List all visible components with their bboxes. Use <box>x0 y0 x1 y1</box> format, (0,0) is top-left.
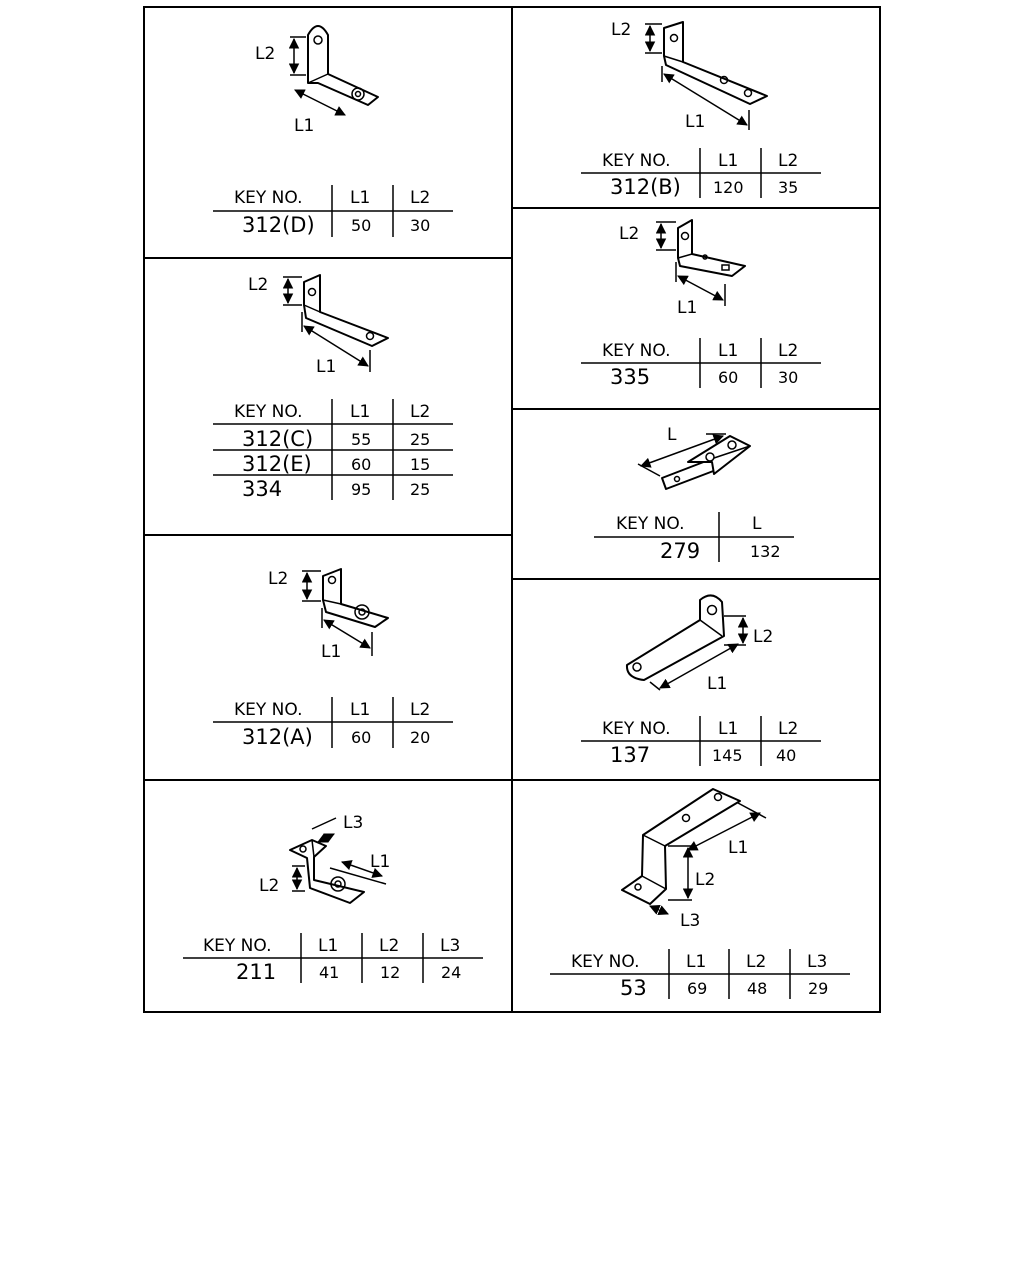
table-value: 35 <box>778 178 799 197</box>
table-header: KEY NO. <box>234 188 303 208</box>
strap-279-drawing <box>638 425 750 489</box>
dim-label: L1 <box>316 357 337 377</box>
table-header: L1 <box>718 719 739 739</box>
table-header: L1 <box>686 952 707 972</box>
table-value: 60 <box>351 455 372 474</box>
table-header: L1 <box>718 151 739 171</box>
dim-label: L1 <box>685 112 706 132</box>
bracket-211-drawing <box>259 813 390 903</box>
key-number: 53 <box>620 976 647 1000</box>
table-335 <box>581 338 821 389</box>
table-137 <box>581 716 821 767</box>
panel-137 <box>581 595 821 767</box>
table-value: 29 <box>808 979 829 998</box>
panel-312c-312e-334 <box>213 275 453 501</box>
key-number: 211 <box>236 960 277 984</box>
table-value: 30 <box>778 368 799 387</box>
dim-label: L2 <box>753 627 774 647</box>
table-value: 69 <box>687 979 708 998</box>
dim-label: L2 <box>255 44 276 64</box>
table-312c <box>213 399 453 501</box>
table-value: 15 <box>410 455 431 474</box>
table-value: 25 <box>410 480 431 499</box>
panel-279 <box>594 425 794 563</box>
table-header: L1 <box>350 188 371 208</box>
table-header: L2 <box>379 936 400 956</box>
dim-label: L <box>667 425 677 445</box>
table-value: 120 <box>713 178 744 197</box>
table-value: 30 <box>410 216 431 235</box>
table-header: L2 <box>778 719 799 739</box>
table-value: 50 <box>351 216 372 235</box>
table-value: 48 <box>747 979 768 998</box>
table-header: KEY NO. <box>234 402 303 422</box>
table-value: 95 <box>351 480 372 499</box>
table-header: L3 <box>807 952 828 972</box>
key-number: 312(D) <box>242 213 315 237</box>
bracket-312a-drawing <box>268 569 388 662</box>
table-header: L1 <box>350 402 371 422</box>
table-value: 60 <box>718 368 739 387</box>
table-279 <box>594 512 794 563</box>
dim-label: L2 <box>695 870 716 890</box>
table-312d <box>213 185 453 237</box>
grid-frame <box>144 7 880 1012</box>
table-header: KEY NO. <box>602 151 671 171</box>
bracket-312c-drawing <box>248 275 388 377</box>
table-value: 24 <box>441 963 462 982</box>
table-value: 60 <box>351 728 372 747</box>
dim-label: L3 <box>343 813 364 833</box>
dim-label: L2 <box>619 224 640 244</box>
dim-label: L2 <box>248 275 269 295</box>
dim-label: L1 <box>294 116 315 136</box>
dim-label: L2 <box>268 569 289 589</box>
table-value: 40 <box>776 746 797 765</box>
table-53 <box>550 949 850 1000</box>
dim-label: L2 <box>259 876 280 896</box>
key-number: 137 <box>610 743 651 767</box>
table-header: L2 <box>778 151 799 171</box>
dim-label: L1 <box>321 642 342 662</box>
table-value: 12 <box>380 963 401 982</box>
panel-211 <box>183 813 483 984</box>
table-312a <box>213 697 453 749</box>
key-number: 334 <box>242 477 283 501</box>
dim-label: L1 <box>728 838 749 858</box>
dim-label: L3 <box>680 911 701 931</box>
table-value: 132 <box>750 542 781 561</box>
panel-312d <box>213 26 453 237</box>
table-header: L2 <box>410 188 431 208</box>
dim-label: L1 <box>677 298 698 318</box>
key-number: 312(E) <box>242 452 312 476</box>
table-header: L1 <box>318 936 339 956</box>
bracket-53-drawing <box>622 789 766 931</box>
panel-53 <box>550 789 850 1000</box>
dim-label: L2 <box>611 20 632 40</box>
table-header: KEY NO. <box>602 341 671 361</box>
bracket-312b-drawing <box>611 20 767 132</box>
key-number: 312(A) <box>242 725 313 749</box>
table-value: 20 <box>410 728 431 747</box>
table-header: KEY NO. <box>203 936 272 956</box>
bracket-335-drawing <box>619 220 745 318</box>
table-value: 41 <box>319 963 340 982</box>
dim-label: L1 <box>370 852 391 872</box>
table-211 <box>183 933 483 984</box>
panel-312a <box>213 569 453 749</box>
table-header: KEY NO. <box>616 514 685 534</box>
table-header: L2 <box>410 402 431 422</box>
table-header: L2 <box>410 700 431 720</box>
table-header: L <box>752 514 762 534</box>
key-number: 279 <box>660 539 701 563</box>
table-value: 145 <box>712 746 743 765</box>
table-value: 25 <box>410 430 431 449</box>
table-header: KEY NO. <box>571 952 640 972</box>
key-number: 335 <box>610 365 651 389</box>
bracket-312d-drawing <box>255 26 378 136</box>
panel-312b <box>581 20 821 199</box>
key-number: 312(B) <box>610 175 681 199</box>
table-header: L1 <box>350 700 371 720</box>
dim-label: L1 <box>707 674 728 694</box>
table-header: L2 <box>778 341 799 361</box>
table-header: L1 <box>718 341 739 361</box>
panel-335 <box>581 220 821 389</box>
table-312b <box>581 148 821 199</box>
table-header: L2 <box>746 952 767 972</box>
table-header: KEY NO. <box>602 719 671 739</box>
bracket-137-drawing <box>627 595 773 694</box>
table-header: KEY NO. <box>234 700 303 720</box>
table-value: 55 <box>351 430 372 449</box>
key-number: 312(C) <box>242 427 314 451</box>
table-header: L3 <box>440 936 461 956</box>
